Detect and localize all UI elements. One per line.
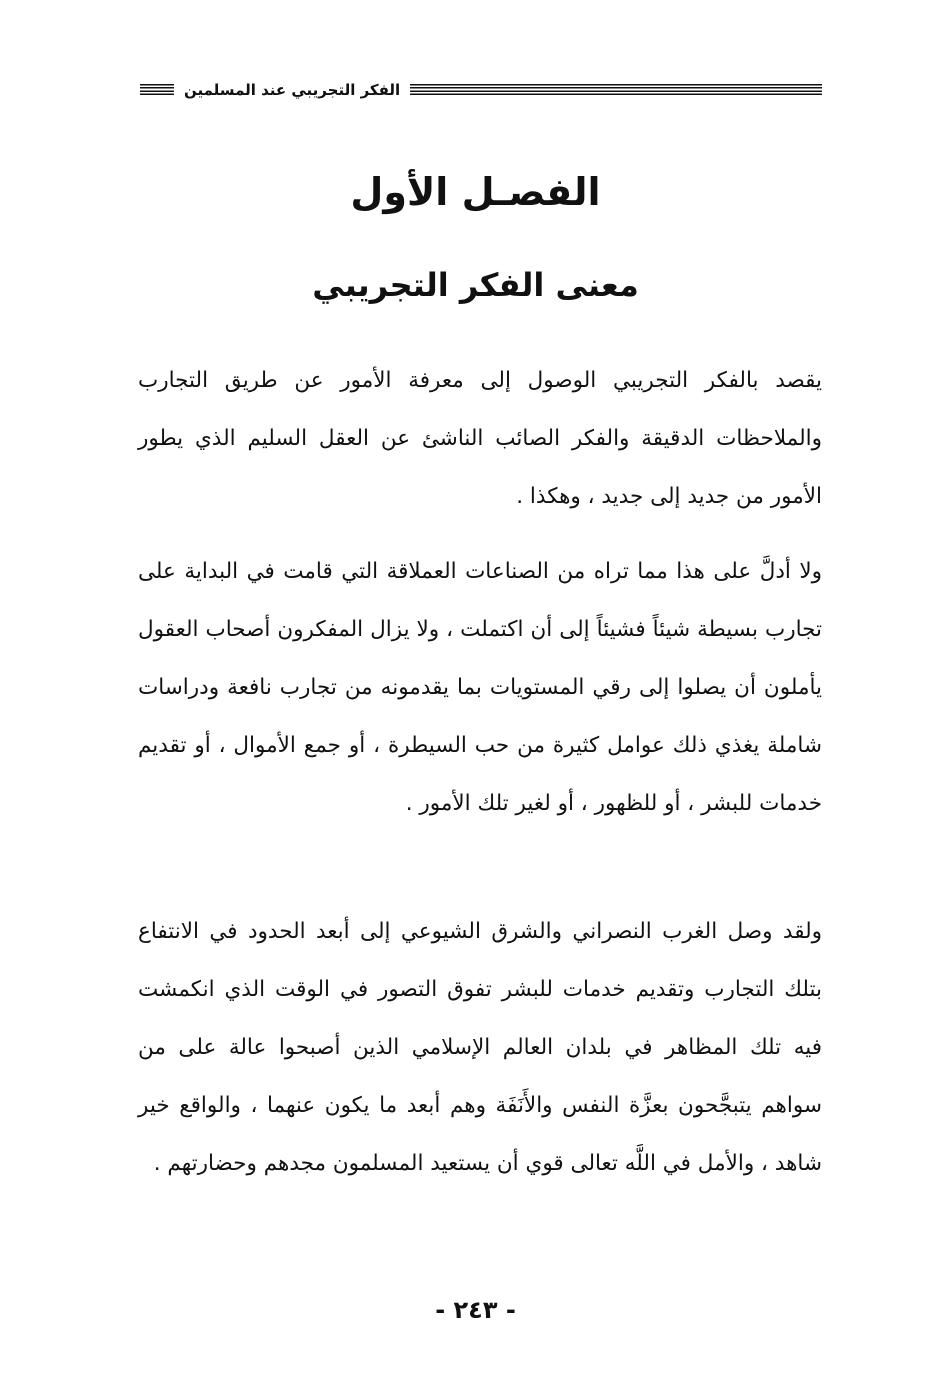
chapter-subtitle: معنى الفكر التجريبي [312,266,639,304]
running-title: الفكر التجريبي عند المسلمين [184,81,401,99]
paragraph-3: ولقد وصل الغرب النصراني والشرق الشيوعي إلى أبعد الحدود في الانتفاع بتلك التجارب وتقديم خدمات للبشر تفوق التصور في الوقت الذي انكمشت فيه تلك المظاهر في بلدان العالم الإسلامي الذين أصبحوا عالة على من سواهم يتبجَّحون بعزَّة النفس والأَنَفَة وهم أبعد ما يكون عنهما ، والواقع خير شاهد ، والأمل في اللَّه تعالى قوي أن يستعيد المسلمون مجدهم وحضارتهم . [138,919,822,1176]
header-rule-left [140,84,174,97]
page-number: - ٢٤٣ - [435,1296,516,1324]
chapter-title: الفصـل الأول [350,170,601,214]
header-rule-right [410,84,822,97]
paragraph-2: ولا أدلَّ على هذا مما تراه من الصناعات العملاقة التي قامت في البداية على تجارب بسيطة شيئاً فشيئاً إلى أن اكتملت ، ولا يزال المفكرون أصحاب العقول يأملون أن يصلوا إلى رقي المستويات بما يقدمونه من تجارب نافعة ودراسات شاملة يغذي ذلك عوامل كثيرة من حب السيطرة ، أو جمع الأموال ، أو تقديم خدمات للبشر ، أو للظهور ، أو لغير تلك الأمور . [138,559,822,816]
paragraph-1: يقصد بالفكر التجريبي الوصول إلى معرفة الأمور عن طريق التجارب والملاحظات الدقيقة والفكر الصائب الناشئ عن العقل السليم الذي يطور الأمور من جديد إلى جديد ، وهكذا . [138,368,822,509]
running-header [140,78,822,102]
